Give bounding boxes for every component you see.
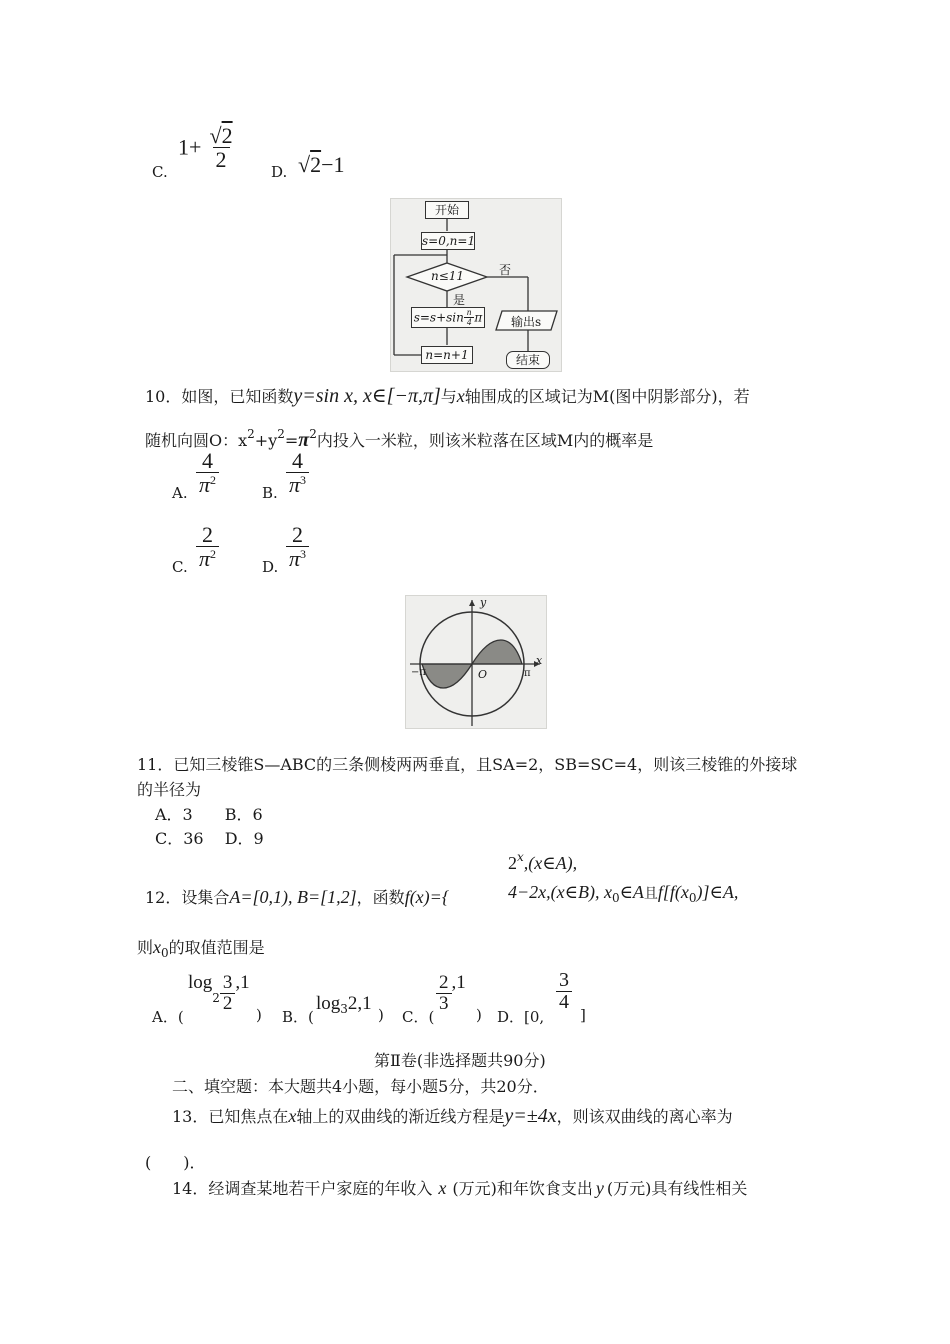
flowchart-end: 结束 [506,351,550,369]
q13-line2: ( )． [145,1153,206,1172]
graph-pos-pi-label: π [524,668,531,679]
q10-option-c-label: C. [172,558,188,576]
flowchart-connectors [391,199,561,371]
q13-line1: 13．已知焦点在x轴上的双曲线的渐近线方程是y=±4x，则该双曲线的离心率为 [172,1105,733,1127]
q10-option-a-value: $\frac{4}{\pi^2}$ [196,449,219,496]
q10-option-c-value: $\frac{2}{\pi^2}$ [196,523,219,570]
flowchart-no-label: 否 [499,263,512,277]
q12-option-a-close: ) [256,1006,262,1024]
graph-origin-label: O [478,668,488,681]
graph-x-label: x [536,654,543,667]
flowchart-figure [390,198,562,372]
q12-option-a-label: A．( [152,1008,184,1026]
flowchart-update-s: s=s+sin $\frac{n}{4}$ π [411,307,485,328]
q9-option-d-label: D. [271,163,288,181]
flowchart-output: 输出s [511,315,542,329]
q12-option-d-label: D．[0, [497,1008,545,1026]
q10-option-b-label: B. [262,484,278,502]
q9-option-c-label: C. [152,163,168,181]
q11-options-row2: C．36 D．9 [155,829,264,848]
q12-case2: 4−2x,(x∈B), $x_0\in A$且$f[f(x_0)]\in A$, [508,882,739,905]
sine-circle-figure [405,595,547,729]
q10-option-b-value: $\frac{4}{\pi^3}$ [286,449,309,496]
q12-option-c-close: ) [476,1006,482,1024]
q11-line1: 11．已知三棱锥S—ABC的三条侧棱两两垂直，且SA=2，SB=SC=4，则该三棱锥的外接球 [137,755,798,774]
q12-line2: 则$x_0$的取值范围是 [137,937,265,960]
q14-line1: 14．经调查某地若干户家庭的年收入 x (万元)和年饮食支出 y (万元)具有线性相关 [172,1178,748,1198]
shaded-region-left [422,664,472,688]
q12-option-b-value: $\log_32,1$ [316,993,372,1016]
q12-option-d-value: $\frac{3}{4}$ [556,970,572,1013]
q12-option-c-label: C．( [402,1008,435,1026]
q10-line2: 随机向圆O：$x^2+y^2=\pi^2$内投入一米粒，则该米粒落在区域M内的概率是 [145,427,654,451]
q12-option-b-label: B．( [282,1008,314,1026]
q12-option-a-value: $\log_2$ $\frac{3}{2}$ ,1 [188,972,250,1014]
flowchart-start: 开始 [425,201,469,219]
q10-option-d-label: D. [262,558,279,576]
flowchart-condition: n≤11 [431,269,465,283]
flowchart-yes-label: 是 [453,293,466,307]
shaded-region-right [472,640,522,664]
q12-option-b-close: ) [378,1006,384,1024]
q10-line1: 10．如图，已知函数y=sin x, x∈[−π,π]与x轴围成的区域记为M(图中阴影部分)，若 [145,385,750,407]
flowchart-increment: n=n+1 [421,346,473,364]
q12-line1: 12．设集合A=[0,1), B=[1,2]，函数f(x)={ [145,887,450,907]
q9-option-d-expr: √2−1 [298,152,345,177]
q11-line2: 的半径为 [137,780,202,799]
q10-option-a-label: A. [172,484,188,502]
q12-option-d-close: ] [580,1006,586,1024]
q12-option-c-value: $\frac{2}{3}$ ,1 [436,972,466,1014]
section-2-title: 第Ⅱ卷(非选择题共90分) [374,1051,546,1070]
q11-options-row1: A．3 B．6 [155,805,263,824]
graph-y-label: y [480,596,487,609]
flowchart-init: s=0,n=1 [422,234,476,248]
q12-case1: 2$^x$,(x∈A), [508,850,578,873]
graph-neg-pi-label: −π [411,667,426,678]
q9-option-c-expr: 1+ $\frac{√2}{2}$ [178,123,233,173]
sine-circle-graph [406,596,546,728]
section-2-heading: 二、填空题：本大题共4小题，每小题5分，共20分． [172,1077,549,1096]
q10-option-d-value: $\frac{2}{\pi^3}$ [286,523,309,570]
